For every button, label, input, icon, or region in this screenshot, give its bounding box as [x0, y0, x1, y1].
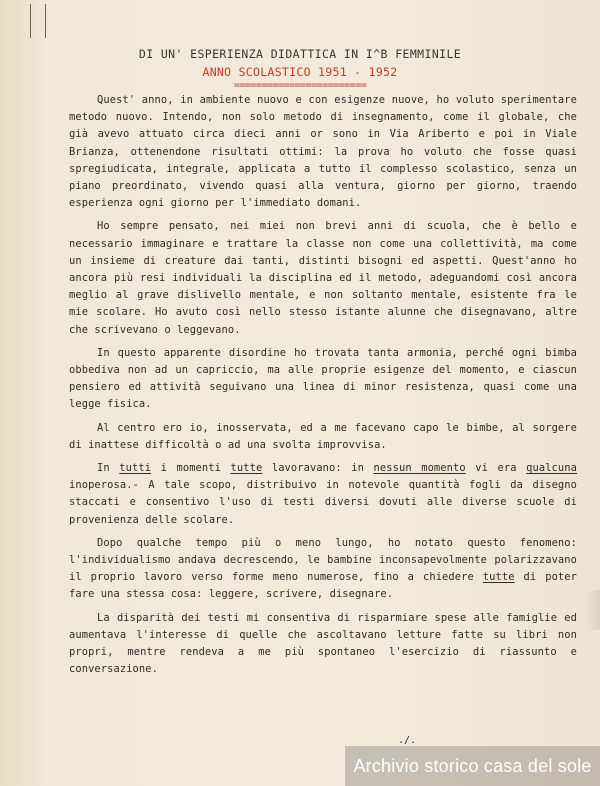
paragraph-text: Dopo qualche tempo più o meno lungo, ho notato questo fenomeno: l'individualismo andava decrescendo, le bambine inconsapevolmente polarizzavano il proprio lavoro verso forme meno numerose, fino a chiedere	[69, 536, 577, 584]
school-year: ANNO SCOLASTICO 1951 - 1952	[202, 65, 398, 79]
paragraph	[69, 535, 577, 604]
underlined-word: tutti	[119, 462, 152, 475]
paragraph	[69, 610, 577, 679]
paragraph-text: In questo apparente disordine ho trovata tanta armonia, perché ogni bimba obbediva non ad un capriccio, ma alle proprie esigenze del momento, e ciascun pensiero ed attività seguivano una linea di minor resistenza, quasi come una legge fisica.	[69, 346, 577, 411]
paragraph-text: Ho sempre pensato, nei miei non brevi anni di scuola, che è bello e necessario immaginare e trattare la classe non come una collettività, ma come un insieme di creature dai tanti, distinti bisogni ed aspetti. Quest'anno ho ancora più resi individuali la disciplina ed il metodo, adeguandomi così ancora meglio al grave dislivello mentale, e non soltanto mentale, esistente fra le mie scolare. Ho avuto così nello stesso istante alunne che disegnavano, altre che scrivevano o leggevano.	[69, 220, 577, 336]
paragraph	[69, 420, 577, 454]
paragraph-text: Quest' anno, in ambiente nuovo e con esigenze nuove, ho voluto sperimentare metodo nuovo. Intendo, non solo metodo di insegnamento, come il globale, che già avevo attuato circa dieci anni or sono in Via Ariberto e poi in Viale Brianza, ottenendone risultati ottimi: la prova ho voluto che fosse quasi spregiudicata, integrale, applicata a tutto il complesso scolastico, senza un piano preordinato, vivendo quasi alla ventura, giorno per giorno, traendo esperienza ogni giorno per l'immediato domani.	[69, 94, 577, 210]
staple-mark	[30, 4, 46, 38]
page-fold	[586, 590, 600, 630]
document-body	[69, 92, 577, 685]
paragraph-text: i momenti	[151, 462, 231, 475]
underlined-word: nessun momento	[373, 462, 466, 475]
paragraph-text: lavoravano: in	[262, 462, 374, 475]
underlined-word: qualcuna	[526, 462, 577, 475]
document-header	[0, 47, 600, 91]
paragraph-text: inoperosa.- A tale scopo, distribuivo in notevole quantità fogli da disegno staccati e consentivo l'uso di testi diversi dovuti alle diverse scuole di provenienza delle scolare.	[69, 479, 577, 526]
paragraph-text: vi era	[465, 462, 527, 475]
paragraph	[69, 460, 577, 529]
paragraph	[69, 218, 577, 338]
continuation-mark: ./.	[398, 735, 417, 746]
underlined-word: tutte	[482, 571, 515, 584]
title-rule: ========================	[233, 80, 367, 91]
paragraph-text: di poter fare una stessa cosa: leggere, scrivere, disegnare.	[69, 571, 577, 601]
underlined-word: tutte	[230, 462, 263, 475]
paragraph-text: La disparità dei testi mi consentiva di risparmiare spese alle famiglie ed aumentava l'interesse di quelle che ascoltavano letture fatte su libri non propri, mentre rendeva a me più spontaneo l'esercizio di riassunto e conversazione.	[69, 611, 577, 676]
paragraph-text: In	[97, 462, 120, 475]
paragraph	[69, 345, 577, 414]
paragraph-text: Al centro ero io, inosservata, ed a me facevano capo le bimbe, al sorgere di inattese difficoltà o ad una svolta improvvisa.	[69, 421, 577, 451]
paragraph	[69, 92, 577, 212]
document-title: DI UN' ESPERIENZA DIDATTICA IN I^B FEMMINILE	[138, 47, 462, 61]
archive-watermark	[345, 746, 600, 786]
watermark-text: Archivio storico casa del sole	[353, 755, 592, 776]
